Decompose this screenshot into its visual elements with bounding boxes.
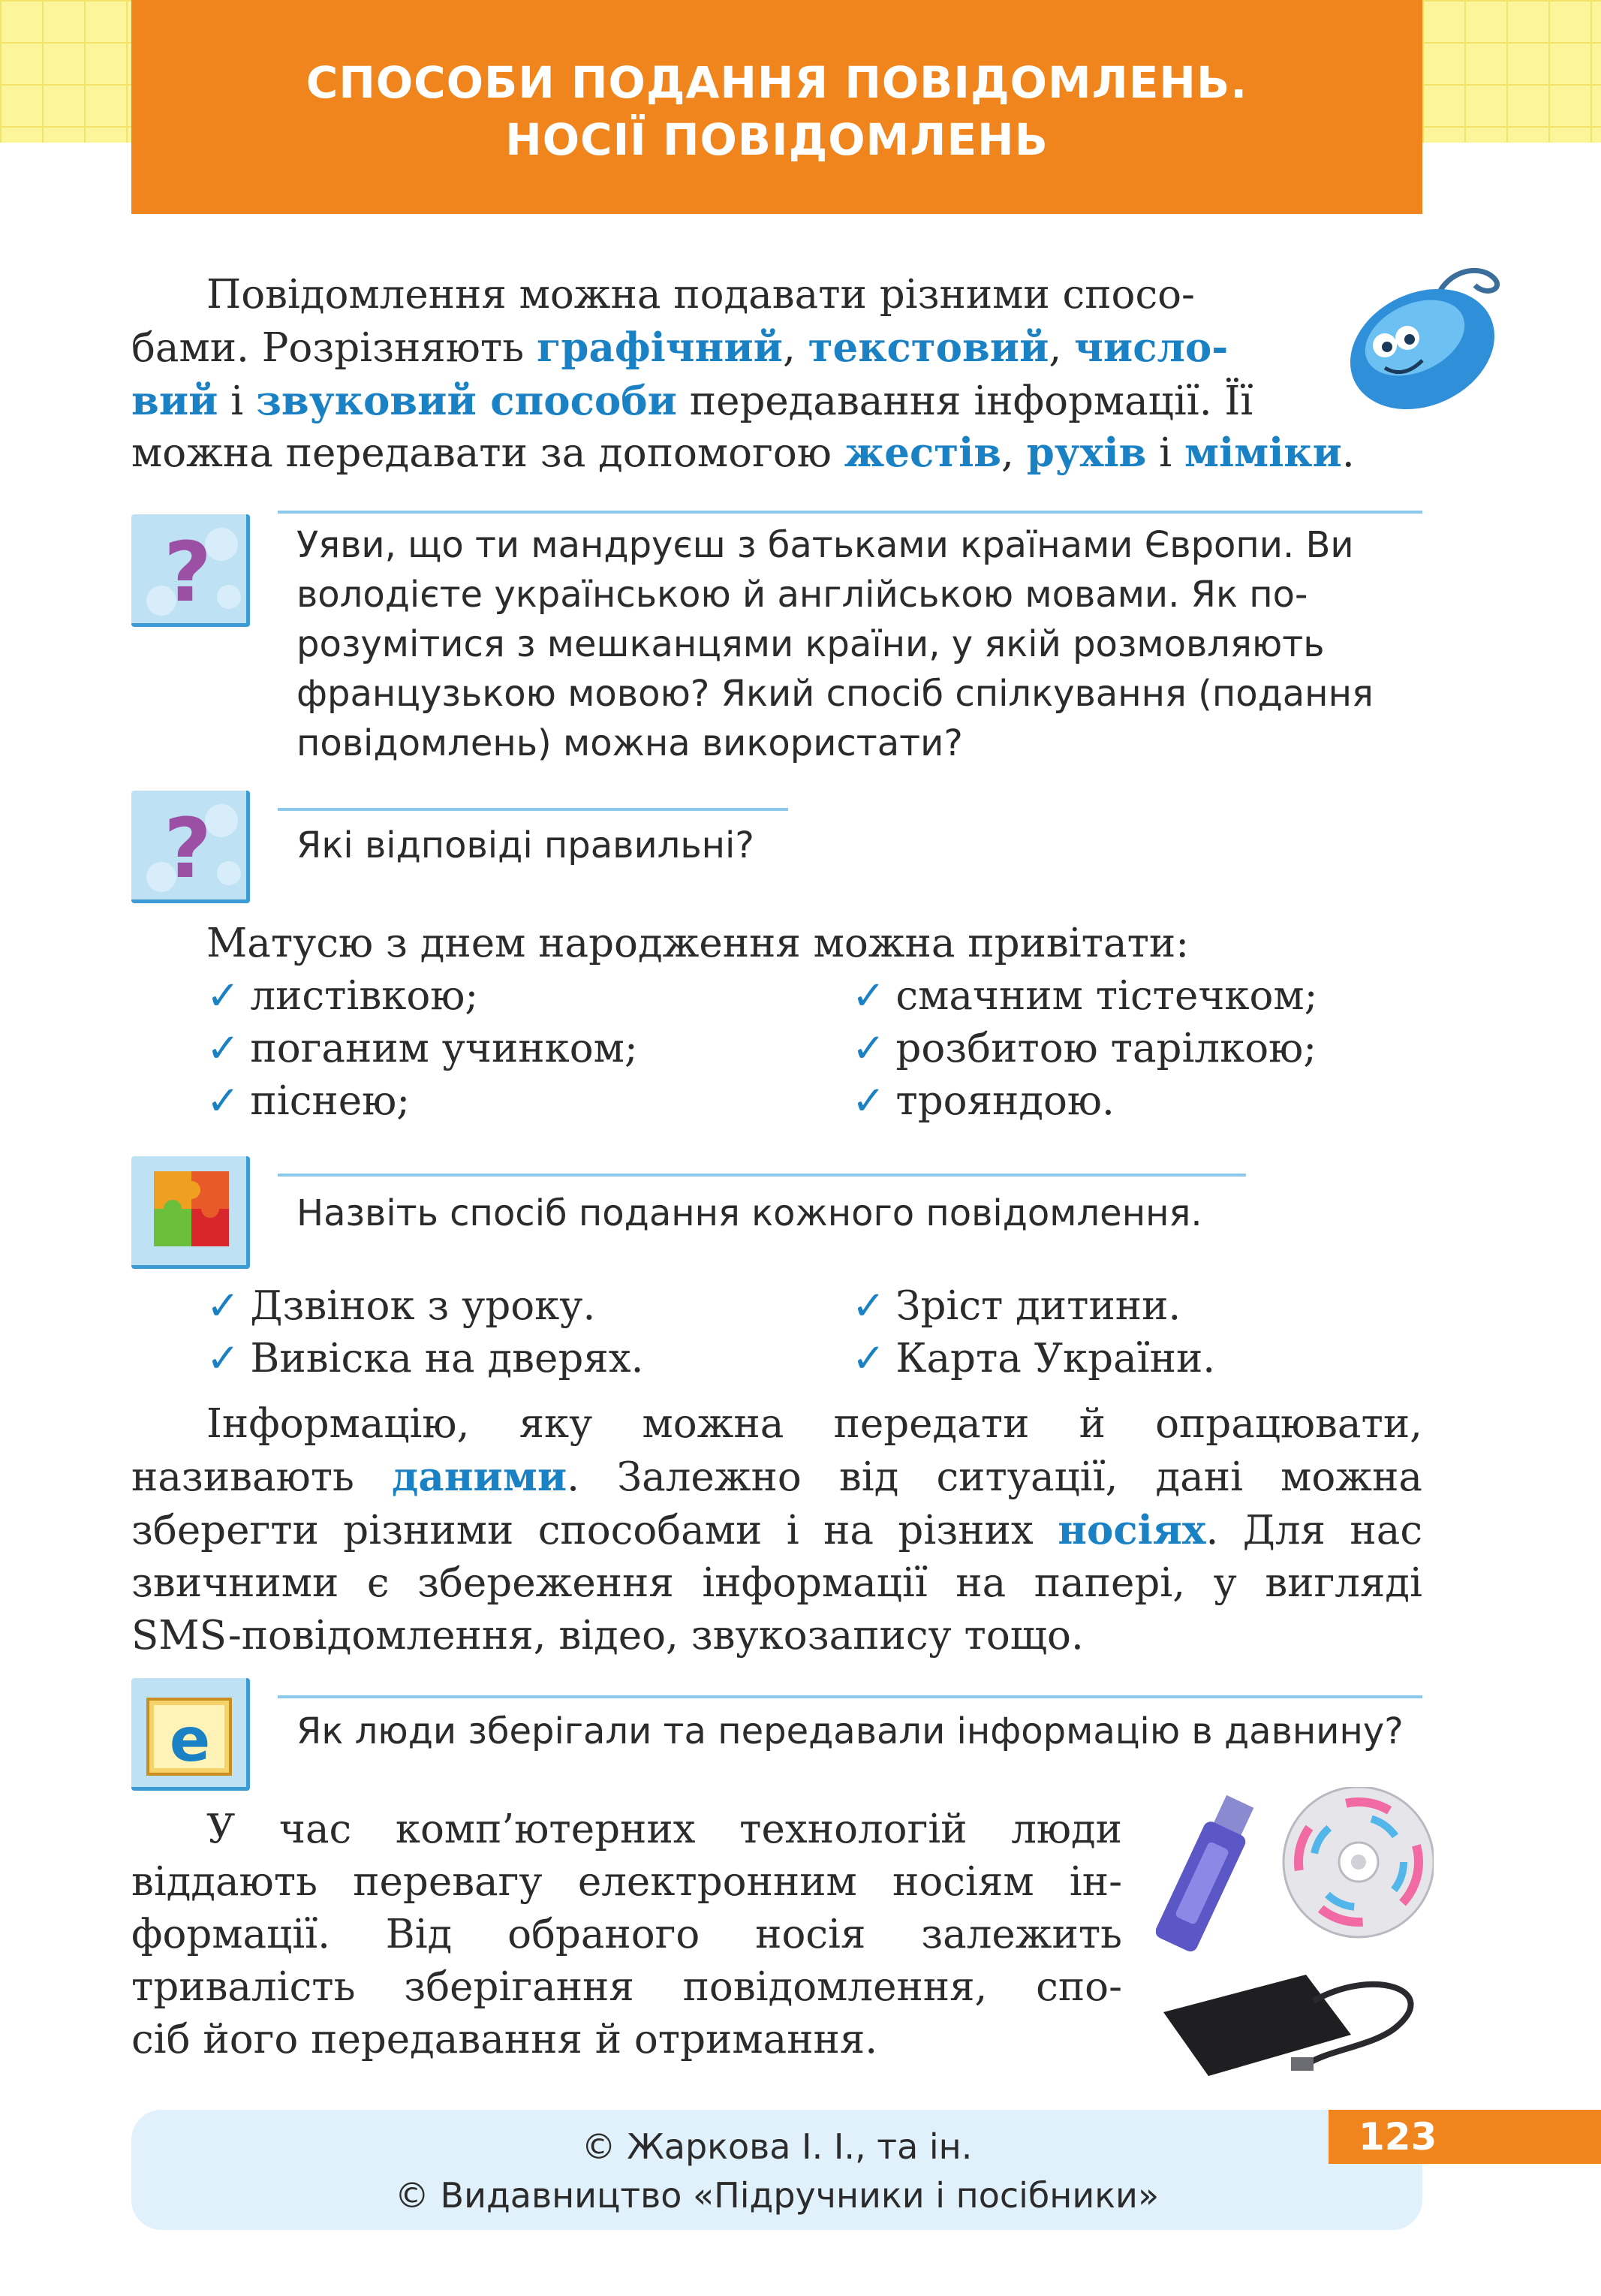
question-4-text: Як люди зберігали та передавали інформацію в давнину? [296, 1710, 1404, 1752]
keyword-numeric-part2: вий [131, 378, 218, 424]
example-item: ✓ Зріст дитини. [852, 1283, 1181, 1329]
option-item: ✓ трояндою. [852, 1078, 1115, 1124]
keyword-numeric-part1: число- [1074, 324, 1229, 371]
check-icon: ✓ [206, 973, 240, 1019]
greeting-intro: Матусю з днем народження можна привітати: [206, 921, 1190, 966]
puzzle-icon [131, 1156, 250, 1269]
data-line-3: зберегти різними способами і на різних носіях. Для нас [131, 1507, 1422, 1553]
intro-line-3: вий і звуковий способи передавання інформації. Її [131, 378, 1253, 424]
data-line-1: Інформацію, яку можна передати й опрацювати, [206, 1401, 1422, 1447]
keyword-carriers: носіях [1058, 1507, 1206, 1553]
data-paragraph [131, 1398, 1422, 1662]
question-2-text: Які відповіді правильні? [296, 824, 754, 866]
example-item: ✓ Вивіска на дверях. [206, 1336, 644, 1382]
grid-decoration-left [0, 0, 131, 143]
intro-line-4: можна передавати за допомогою жестів, рухів і міміки. [131, 429, 1355, 476]
data-line-2: називають даними. Залежно від ситуації, дані можна [131, 1454, 1422, 1500]
question-icon [131, 791, 250, 903]
keyword-moves: рухів [1026, 429, 1147, 476]
example-item: ✓ Карта України. [852, 1336, 1216, 1382]
keyword-sound: звуковий способи [256, 378, 677, 424]
check-icon: ✓ [852, 973, 886, 1019]
page-number: 123 [1329, 2110, 1601, 2164]
footer-copyright-authors: © Жаркова І. І., та ін. [581, 2126, 973, 2167]
question-3-text: Назвіть спосіб подання кожного повідомлення. [296, 1192, 1202, 1234]
svg-text:?: ? [164, 524, 212, 620]
keyword-gestures: жестів [844, 429, 1002, 476]
check-icon: ✓ [206, 1336, 240, 1382]
check-icon: ✓ [852, 1283, 886, 1329]
keyword-graphic: графічний [536, 324, 783, 371]
storage-media-illustration-icon [1156, 1787, 1434, 2080]
title-banner [131, 0, 1422, 214]
option-item: ✓ поганим учинком; [206, 1026, 638, 1071]
check-icon: ✓ [206, 1026, 240, 1071]
question-4-rule [278, 1695, 1422, 1698]
question-3-rule [278, 1174, 1246, 1177]
question-1-text: Уяви, що ти мандруєш з батьками країнами Європи. Ви володієте українською й англійською мовами. Як по- розумітися з мешканцями країни, у якій розмовляють французькою мовою? Який спосіб спілкування (подання повідомлень) можна використати? [296, 524, 1374, 764]
svg-text:e: e [169, 1705, 211, 1775]
check-icon: ✓ [206, 1078, 240, 1124]
question-1-rule [278, 511, 1422, 514]
question-icon [131, 514, 250, 627]
option-item: ✓ смачним тістечком; [852, 973, 1318, 1019]
keyword-data: даними [392, 1454, 567, 1500]
keyword-mimics: міміки [1184, 429, 1342, 476]
final-paragraph: У час комп’ютерних технологій люди віддають перевагу електронним носіям ін- формації. Від обраного носія залежить тривалість зберігання повідомлення, спо- сіб його передавання й отримання. [131, 1806, 1122, 2062]
check-icon: ✓ [852, 1078, 886, 1124]
check-icon: ✓ [852, 1336, 886, 1382]
footer-copyright-publisher: © Видавництво «Підручники і посібники» [394, 2175, 1160, 2216]
title-line-1: СПОСОБИ ПОДАННЯ ПОВІДОМЛЕНЬ. [305, 56, 1248, 108]
example-item: ✓ Дзвінок з уроку. [206, 1283, 596, 1329]
intro-line-1: Повідомлення можна подавати різними спосо- [206, 272, 1195, 318]
check-icon: ✓ [852, 1026, 886, 1071]
question-2-rule [278, 808, 788, 811]
grid-decoration-right [1422, 0, 1601, 143]
option-item: ✓ піснею; [206, 1078, 411, 1124]
svg-text:?: ? [164, 800, 212, 896]
internet-book-icon [131, 1678, 250, 1791]
option-item: ✓ листівкою; [206, 973, 479, 1019]
title-line-2: НОСІЇ ПОВІДОМЛЕНЬ [505, 113, 1049, 165]
data-line-4: звичними є збереження інформації на папері, у вигляді [131, 1560, 1422, 1606]
intro-line-2: бами. Розрізняють графічний, текстовий, число- [131, 324, 1229, 371]
keyword-text: текстовий [808, 324, 1049, 371]
data-line-5: SMS-повідомлення, відео, звукозапису тощо. [131, 1613, 1084, 1659]
intro-paragraph [131, 269, 1302, 428]
option-item: ✓ розбитою тарілкою; [852, 1026, 1317, 1071]
computer-mouse-mascot-icon [1344, 255, 1516, 413]
check-icon: ✓ [206, 1283, 240, 1329]
